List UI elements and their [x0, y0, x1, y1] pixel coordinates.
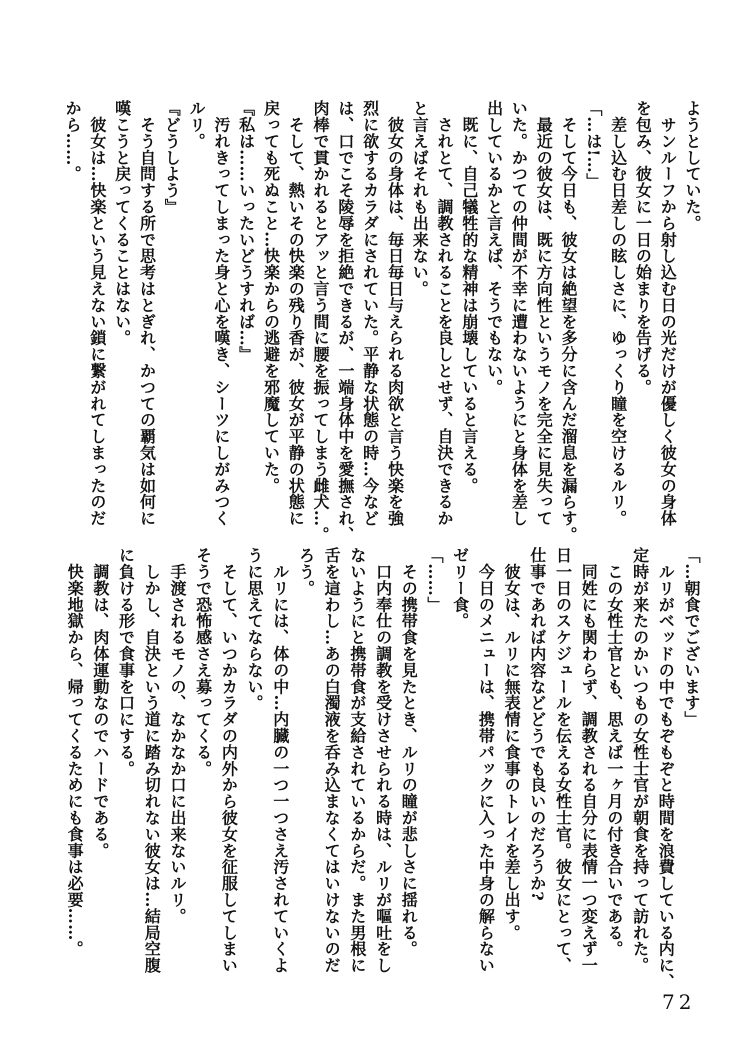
text-line: 既に、自己犠牲的な精神は崩壊していると言える。 [459, 100, 479, 494]
text-line: を包み、彼女に一日の始まりを告げる。 [633, 100, 653, 396]
text-line: ルリ。 [187, 100, 207, 150]
text-block-top [59, 100, 704, 543]
text-line: されとて、調教されることを良しとせず、自決できるか [435, 100, 455, 527]
text-line: いた。かつての仲間が不幸に遭わないようにと身体を差し [509, 100, 529, 527]
text-line: 差し込む日差しの眩しさに、ゆっくり瞳を空けるルリ。 [608, 100, 628, 527]
text-line: 手渡されるモノの、なかなか口に出来ないルリ。 [167, 547, 187, 925]
text-line: サンルーフから射し込む日の光だけが優しく彼女の身体 [658, 100, 678, 527]
text-line: ゼリー食。 [450, 547, 470, 629]
text-line: 烈に欲するカラダにされていた。平静な状態の時…今など [360, 100, 380, 527]
text-line: この女性士官とも、思えば一ヶ月の付き合いである。 [604, 547, 624, 957]
text-line: そう自問する所で思考はとぎれ、かつての覇気は如何に [137, 100, 157, 527]
text-line: 口内奉仕の調教を受けさせられる時は、ルリが嘔吐をし [373, 547, 393, 974]
text-line: から……。 [63, 100, 83, 182]
text-line: 調教は、肉体運動なのでハードである。 [90, 547, 110, 859]
text-line: 最近の彼女は、既に方向性というモノを完全に見失って [534, 100, 554, 527]
text-line: と言えばそれも出来ない。 [410, 100, 430, 297]
text-line: ろう。 [296, 547, 316, 597]
text-line: しかし、自決という道に踏み切れない彼女は…結局空腹 [142, 547, 162, 974]
text-line: 快楽地獄から、帰ってくるためにも食事は必要……。 [65, 547, 85, 957]
text-line: 彼女は、ルリに無表情に食事のトレイを差し出す。 [502, 547, 522, 941]
text-line: そして、熱いその快楽の残り香が、彼女が平静の状態に [286, 100, 306, 527]
text-line: 日一日のスケジュールを伝える女性士官。彼女にとって、 [553, 547, 573, 974]
text-line: 「……」 [424, 547, 444, 613]
text-block-bottom [61, 547, 704, 990]
text-line: 出しているかと言えば、そうでもない。 [484, 100, 504, 396]
text-line: ルリがベッドの中でもぞもぞと時間を浪費している内に、 [656, 547, 676, 990]
text-line: に負ける形で食事を口にする。 [116, 547, 136, 777]
text-line: 嘆こうと戻ってくることはない。 [112, 100, 132, 346]
text-line: 「…朝食でございます」 [682, 547, 701, 728]
text-line: 今日のメニューは、携帯パックに入った中身の解らない [476, 547, 496, 974]
text-line: 『私は……いったいどうすれば…』 [236, 100, 256, 363]
text-line: 『どうしよう』 [162, 100, 182, 215]
text-line: その携帯食を見たとき、ルリの瞳が悲しさに揺れる。 [399, 547, 419, 957]
text-line: 汚れきってしまった身と心を嘆き、シーツにしがみつく [211, 100, 231, 527]
text-line: そして今日も、彼女は絶望を多分に含んだ溜息を漏らす。 [559, 100, 579, 543]
text-line: うに思えてならない。 [245, 547, 265, 711]
text-line: 彼女は…快楽という見えない鎖に繋がれてしまったのだ [87, 100, 107, 527]
text-line: そうで恐怖感さえ募ってくる。 [193, 547, 213, 777]
text-line: 彼女の身体は、毎日毎日与えられる肉欲と言う快楽を強 [385, 100, 405, 527]
text-line: 舌を這わし…あの白濁液を呑み込まなくてはいけないのだ [322, 547, 342, 974]
page-number: 72 [662, 990, 696, 1014]
text-line: 仕事であれば内容などどうでも良いのだろうか? [527, 547, 547, 902]
text-line: 「…は!…」 [583, 100, 603, 190]
text-line: ようとしていた。 [683, 100, 702, 232]
text-line: ルリには、体の中…内臓の一つ一つさえ汚されていくよ [270, 547, 290, 974]
text-line: は、口でこそ陵辱を拒絶できるが、一端身体中を愛撫され、 [335, 100, 355, 543]
text-line: 肉棒で貫かれるとアッと言う間に腰を振ってしまう雌犬…。 [311, 100, 331, 543]
text-line: ないようにと携帯食が支給されているからだ。また男根に [347, 547, 367, 974]
text-line: そして、いつかカラダの内外から彼女を征服してしまい [219, 547, 239, 974]
text-line: 戻っても死ぬこと…快楽からの逃避を邪魔していた。 [261, 100, 281, 494]
text-line: 同姓にも関わらず、調教される自分に表情一つ変えず一 [579, 547, 599, 974]
text-line: 定時が来たのかいつもの女性士官が朝食を持って訪れた。 [630, 547, 650, 974]
